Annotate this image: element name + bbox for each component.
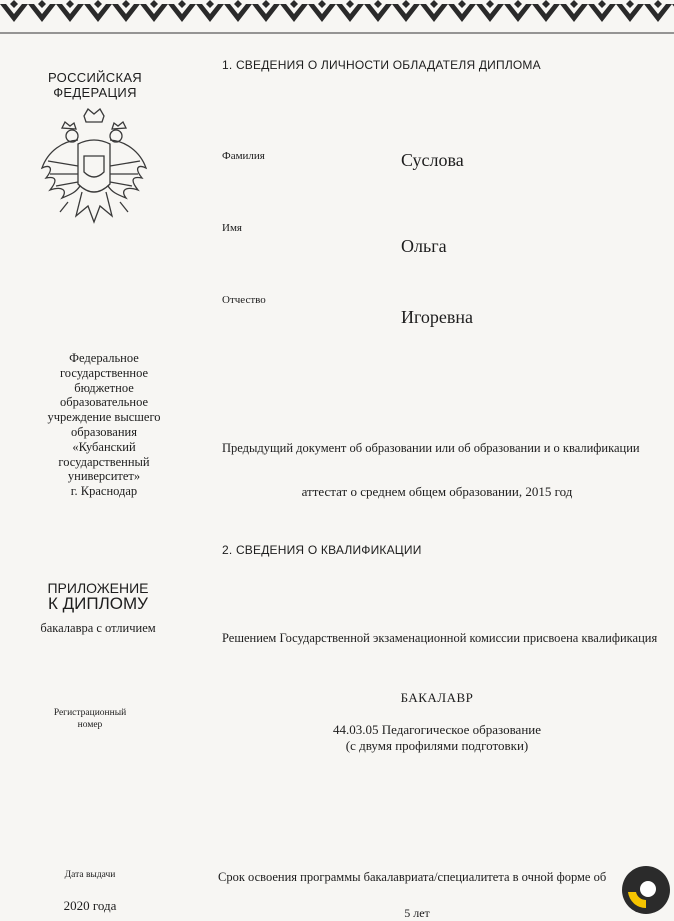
state-name-line2: ФЕДЕРАЦИЯ bbox=[53, 85, 137, 100]
institution-line: университет» bbox=[67, 469, 141, 484]
surname-value: Суслова bbox=[401, 150, 464, 170]
appendix-line1: ПРИЛОЖЕНИЕ bbox=[47, 580, 149, 596]
institution-line: «Кубанский bbox=[72, 439, 136, 454]
coat-of-arms-emblem bbox=[38, 106, 150, 228]
institution-line: бюджетное bbox=[74, 380, 134, 395]
institution-line: г. Краснодар bbox=[70, 484, 138, 499]
registration-line2: номер bbox=[77, 720, 103, 730]
state-name-line1: РОССИЙСКАЯ bbox=[48, 70, 142, 85]
previous-document-label: Предыдущий документ об образовании или об образовании и о квалификации bbox=[222, 441, 640, 455]
institution-line: государственное bbox=[59, 365, 149, 380]
program-duration-label: Срок освоения программы бакалавриата/специалитета в очной форме об bbox=[218, 870, 607, 884]
institution-line: Федеральное bbox=[69, 351, 139, 365]
ornamental-border bbox=[0, 0, 674, 40]
surname-label: Фамилия bbox=[222, 150, 265, 162]
name-value: Ольга bbox=[401, 236, 447, 256]
patronymic-value: Игоревна bbox=[401, 307, 474, 327]
site-logo-icon bbox=[618, 862, 674, 918]
name-label: Имя bbox=[222, 222, 242, 234]
institution-line: учреждение высшего bbox=[47, 410, 161, 425]
qualification-value: БАКАЛАВР bbox=[400, 690, 474, 705]
specialty bbox=[222, 722, 652, 754]
degree-type: бакалавра с отличием bbox=[40, 621, 156, 635]
institution-line: государственный bbox=[58, 454, 150, 469]
registration-line1: Регистрационный bbox=[53, 708, 127, 718]
institution-line: образования bbox=[71, 424, 137, 439]
issue-date-label: Дата выдачи bbox=[64, 870, 116, 880]
commission-decision-text: Решением Государственной экзаменационной комиссии присвоена квалификация bbox=[222, 631, 658, 645]
appendix-line2: К ДИПЛОМУ bbox=[48, 594, 148, 613]
program-duration-value: 5 лет bbox=[404, 906, 430, 920]
institution-name bbox=[30, 351, 178, 499]
specialty-line1: 44.03.05 Педагогическое образование bbox=[332, 722, 542, 737]
registration-number-label bbox=[30, 707, 150, 731]
patronymic-label: Отчество bbox=[222, 294, 266, 306]
specialty-line2: (с двумя профилями подготовки) bbox=[345, 738, 529, 753]
appendix-title bbox=[18, 580, 178, 612]
section1-heading: 1. СВЕДЕНИЯ О ЛИЧНОСТИ ОБЛАДАТЕЛЯ ДИПЛОМА bbox=[222, 58, 541, 72]
issue-year: 2020 года bbox=[63, 898, 117, 913]
section2-heading: 2. СВЕДЕНИЯ О КВАЛИФИКАЦИИ bbox=[222, 543, 422, 557]
state-name bbox=[30, 70, 160, 100]
previous-document-value: аттестат о среднем общем образовании, 2015 год bbox=[301, 484, 573, 499]
institution-line: образовательное bbox=[59, 395, 149, 410]
